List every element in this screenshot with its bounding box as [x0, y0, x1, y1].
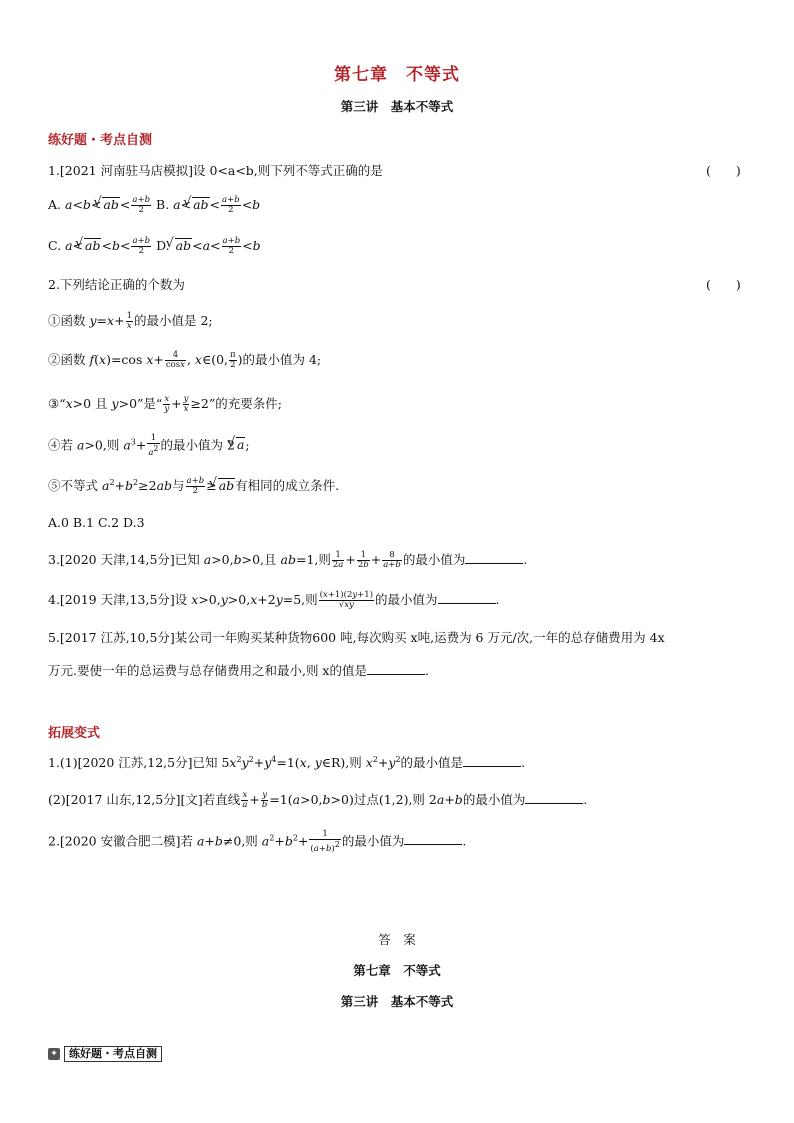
- section-heading-extension: 拓展变式: [48, 726, 101, 741]
- question-1-options-cd: C. a<√ ab<b< $\frac{a+b}{2}$ D. √ ab<a< $\frac{a+b}{2}$ <b: [48, 237, 261, 256]
- extension-2: 2.[2020 安徽合肥二模]若 a+b≠0,则 $a^2+b^2+$ $\frac{1}{(a+b)^2}$ 的最小值为 .: [48, 829, 467, 854]
- question-5-line-2: 万元.要使一年的总运费与总存储费用之和最小,则 x的值是 .: [48, 663, 429, 678]
- question-1-options-ab: A. a<b<√ ab< $\frac{a+b}{2}$ B. a<√ ab< $\frac{a+b}{2}$ <b: [48, 196, 260, 215]
- section-heading-practice: 练好题・考点自测: [48, 133, 153, 148]
- question-1-text: 1.[2021 河南驻马店模拟]设 0<a<b,则下列不等式正确的是: [48, 163, 383, 178]
- lecture-title: 第三讲 基本不等式: [340, 99, 454, 114]
- question-2-options: A.0 B.1 C.2 D.3: [48, 515, 145, 530]
- answer-lecture-title: 第三讲 基本不等式: [340, 994, 454, 1009]
- question-2-answer-paren: ( ): [706, 277, 741, 292]
- question-2-item-1: ①函数 y=x+ $\frac{1}{x}$ 的最小值是 2;: [48, 311, 213, 331]
- answer-heading: 答 案: [378, 932, 416, 947]
- question-5-line-2-text: 万元.要使一年的总运费与总存储费用之和最小,则 x的值是: [48, 663, 367, 678]
- question-2-item-5: ⑤不等式 $a^2+b^2\ge 2ab$与 $\frac{a+b}{2}$ ≥√ ab有相同的成立条件.: [48, 476, 339, 496]
- lightbulb-icon: ✦: [48, 1048, 60, 1060]
- question-2-item-4: ④若 a>0,则 $a^3+$ $\frac{1}{a^2}$ 的最小值为 2√ a;: [48, 434, 250, 458]
- extension-1-part-2: (2)[2017 山东,12,5分][文]若直线 $\frac{x}{a}$ + $\frac{y}{b}$ =1(a>0,b>0)过点(1,2),则 2a+b的最小值为 .: [48, 790, 588, 810]
- question-2-item-3: ③“x>0 且 y>0”是“ $\frac{x}{y}$ + $\frac{y}{x}$ ≥2”的充要条件;: [48, 394, 282, 414]
- question-2-item-2: ②函数 f(x)=cos x+ $\frac{4}{\cos x}$ , x∈(0, $\frac{\pi}{2}$ )的最小值为 4;: [48, 350, 322, 370]
- answer-section-badge: [48, 1046, 162, 1062]
- answer-chapter-title: 第七章 不等式: [353, 963, 441, 978]
- question-2-text: 2.下列结论正确的个数为: [48, 277, 185, 292]
- chapter-title: 第七章 不等式: [334, 65, 460, 85]
- answer-section-badge-label: 练好题・考点自测: [64, 1046, 162, 1062]
- question-4: 4.[2019 天津,13,5分]设 x>0,y>0,x+2y=5,则 $\frac{(x+1)(2y+1)}{√xy}$ 的最小值为 .: [48, 590, 500, 610]
- question-1-answer-paren: ( ): [706, 163, 741, 178]
- extension-1-part-1: 1.(1)[2020 江苏,12,5分]已知 $5x^2y^2+y^4=1(x$, y∈R),则 $x^2+y^2$的最小值是 .: [48, 754, 526, 770]
- question-3: 3.[2020 天津,14,5分]已知 a>0,b>0,且 ab=1,则 $\frac{1}{2a}$ + $\frac{1}{2b}$ + $\frac{8}{a+b}$ 的最小值为 .: [48, 550, 528, 570]
- question-5-line-1: 5.[2017 江苏,10,5分]某公司一年购买某种货物600 吨,每次购买 x吨,运费为 6 万元/次,一年的总存储费用为 4x: [48, 630, 665, 645]
